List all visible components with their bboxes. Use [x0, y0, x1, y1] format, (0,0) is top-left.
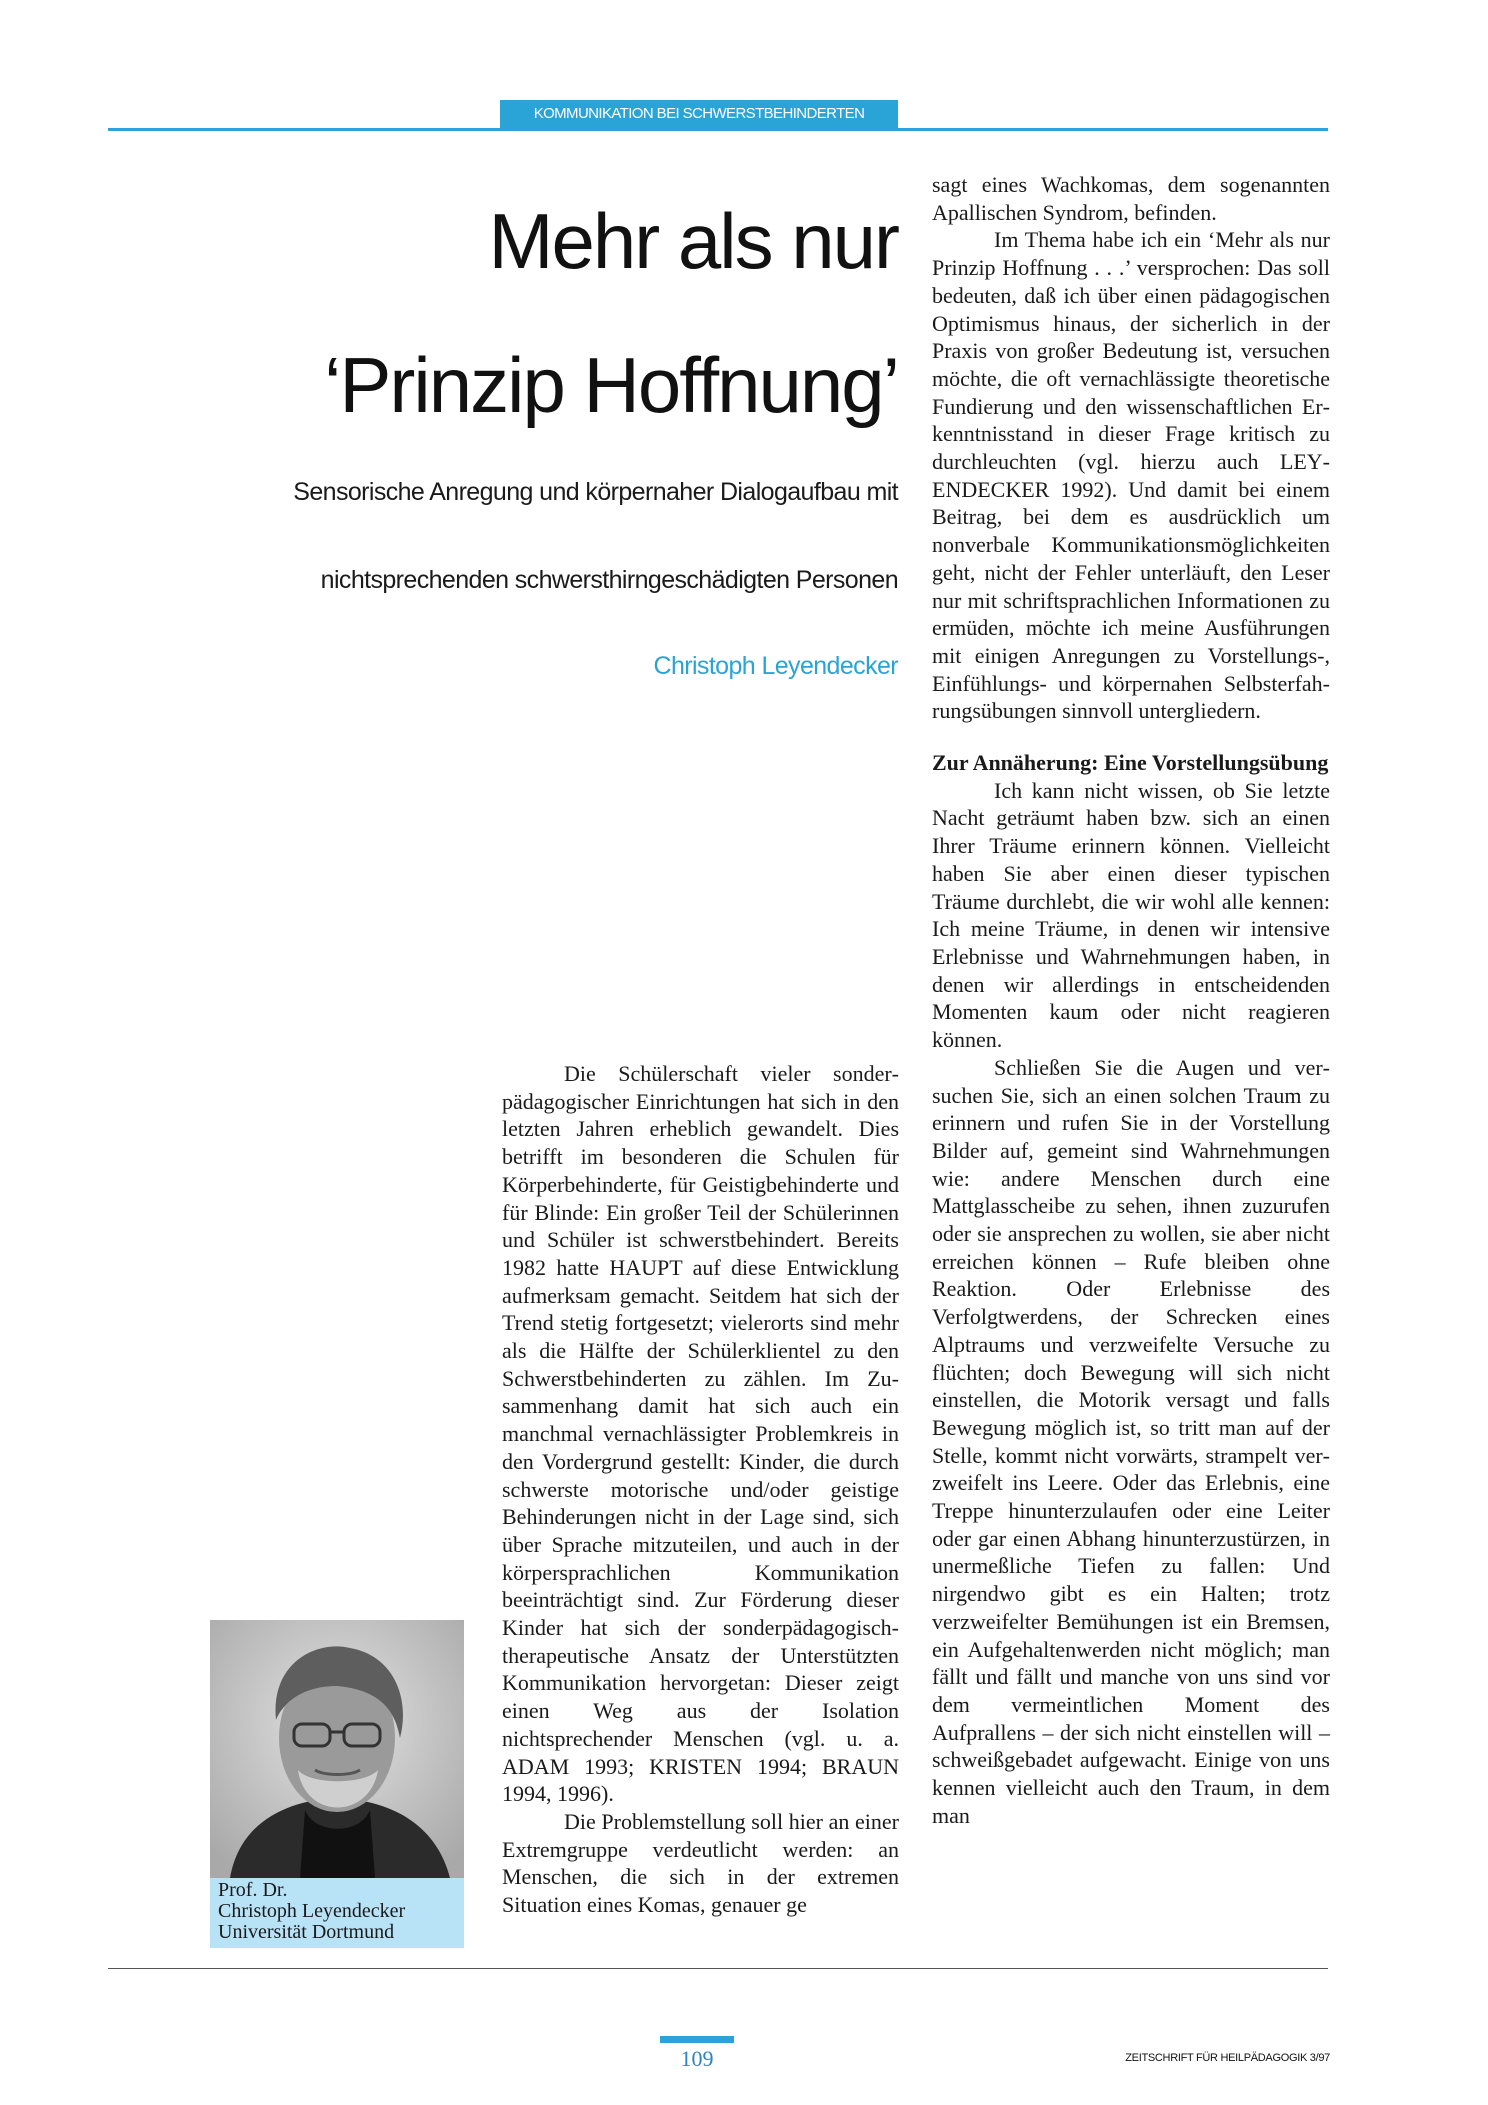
article-title-line1: Mehr als nur [488, 197, 898, 285]
article-title-line2: ‘Prinzip Hoffnung’ [324, 341, 898, 429]
body-paragraph: Im Thema habe ich ein ‘Mehr als nur Prinzip Hoffnung . . .’ versprochen: Das soll bedeuten, daß ich über einen pädagogischen Optimismus hinaus, der sicherlich in der Praxis von großer Bedeutung ist, versuchen möchte, die oft vernachlässigte theoretische Fundierung und den wissenschaftlichen Erkenntnisstand in dieser Frage kritisch zu durchleuchten (vgl. hierzu auch LEYENDECKER 1992). Und damit bei einem Beitrag, bei dem es ausdrücklich um nonverbale Kommunikationsmöglichkeiten geht, nicht der Fehler unterläuft, den Leser nur mit schriftsprachlichen Informationen zu ermüden, möchte ich meine Ausführungen mit einigen Anregungen zu Vorstellungs-, Einfühlungs- und körpernahen Selbsterfahrungsübungen sinnvoll untergliedern. [932, 227, 1330, 724]
article-author: Christoph Leyendecker [653, 652, 898, 680]
page-number-bar [660, 2036, 734, 2043]
page-number: 109 [680, 2046, 714, 2071]
header-rule [108, 128, 1328, 131]
caption-title: Prof. Dr. [218, 1879, 288, 1901]
body-column-right [932, 171, 1330, 1829]
body-paragraph: Schließen Sie die Augen und versuchen Sie, sich an einen solchen Traum zu erinnern und rufen Sie in der Vorstellung Bilder auf, gemeint sind Wahrnehmungen wie: andere Menschen durch eine Mattglasscheibe zu sehen, ihnen zuzurufen oder sie ansprechen zu wollen, sie aber nicht erreichen können – Rufe bleiben ohne Reaktion. Oder Erlebnisse des Verfolgtwerdens, der Schrecken eines Alptraums und verzweifelte Versuche zu flüchten; doch Bewegung will sich nicht einstellen, die Motorik versagt und falls Bewegung möglich ist, so tritt man auf der Stelle, kommt nicht vorwärts, strampelt verzweifelt ins Leere. Oder das Erlebnis, eine Treppe hinunterzulaufen oder eine Leiter oder gar einen Abhang hinunterzustürzen, in unermeßliche Tiefen zu fallen: Und nirgendwo gibt es ein Halten; trotz verzweifelter Bemühungen ist ein Bremsen, ein Aufgehaltenwerden nicht möglich; man fällt und fällt und manche von uns sind vor dem vermeintlichen Moment des Aufprallens – der sich nicht einstellen will – schweißgebadet aufgewacht. Einige von uns kennen vielleicht auch den Traum, in dem man [932, 1054, 1330, 1828]
section-header-tab: KOMMUNIKATION BEI SCHWERSTBEHINDERTEN [500, 100, 898, 128]
photo-caption [210, 1878, 464, 1948]
caption-name: Christoph Leyendecker [218, 1900, 406, 1922]
author-photo [210, 1620, 464, 1878]
caption-affiliation: Universität Dortmund [218, 1921, 395, 1943]
body-column-middle [502, 1060, 899, 1919]
body-paragraph: Die Schülerschaft vieler sonderpädagogischer Einrichtungen hat sich in den letzten Jahren erheblich gewandelt. Dies betrifft im besonderen die Schulen für Körperbehinderte, für Geistigbehinderte und für Blinde: Ein großer Teil der Schülerinnen und Schüler ist schwerstbehindert. Bereits 1982 hatte HAUPT auf diese Entwicklung aufmerksam gemacht. Seitdem hat sich der Trend stetig fortgesetzt; vielerorts sind mehr als die Hälfte der Schülerklientel zu den Schwerstbehinderten zu zählen. Im Zusammenhang damit hat sich auch ein manchmal vernachlässigter Problemkreis in den Vordergrund gestellt: Kinder, die durch schwerste motorische und/oder geistige Behinderungen nicht in der Lage sind, sich über Sprache mitzuteilen, und auch in der körpersprachlichen Kommunikation beeinträchtigt sind. Zur Förderung dieser Kinder hat sich der sonderpädagogisch-therapeutische Ansatz der Unterstützten Kommunikation hervorgetan: Dieser zeigt einen Weg aus der Isolation nichtsprechender Menschen (vgl. u. a. ADAM 1993; KRISTEN 1994; BRAUN 1994, 1996). [502, 1061, 899, 1807]
body-paragraph: Die Problemstellung soll hier an einer Extremgruppe verdeutlicht werden: an Menschen, die sich in der extremen Situation eines Komas, genauer ge [502, 1808, 899, 1918]
body-paragraph: sagt eines Wachkomas, dem sogenannten Apallischen Syndrom, befinden. [932, 172, 1330, 225]
journal-reference: ZEITSCHRIFT FÜR HEILPÄDAGOGIK 3/97 [1125, 2052, 1330, 2064]
section-heading: Zur Annäherung: Eine Vorstellungsübung [932, 750, 1329, 776]
article-subtitle-line1: Sensorische Anregung und körpernaher Dialogaufbau mit [293, 478, 898, 506]
body-paragraph: Ich kann nicht wissen, ob Sie letzte Nacht geträumt haben bzw. sich an einen Ihrer Träume erinnern können. Vielleicht haben Sie aber einen dieser typischen Träume durchlebt, die wir wohl alle kennen: Ich meine Träume, in denen wir intensive Erlebnisse und Wahrnehmungen haben, in denen wir allerdings in entscheidenden Momenten kaum oder nicht reagieren können. [932, 777, 1330, 1053]
article-subtitle-line2: nichtsprechenden schwersthirngeschädigten Personen [320, 566, 898, 594]
footer-rule [108, 1968, 1328, 1969]
